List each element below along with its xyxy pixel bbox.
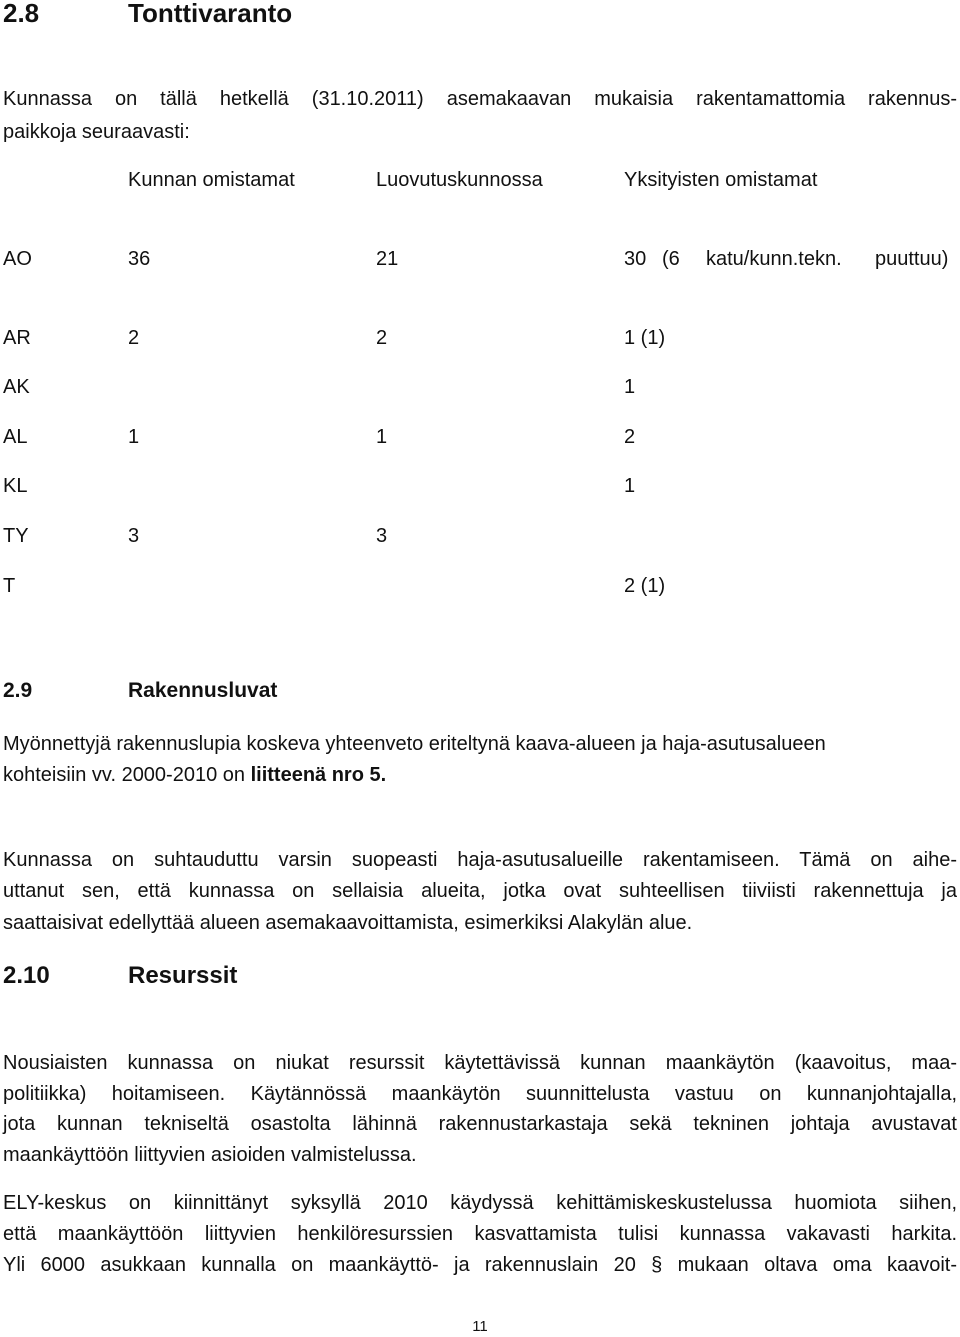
table-header-kunnan: Kunnan omistamat	[128, 169, 295, 191]
cell-kunnan: 3	[128, 525, 140, 547]
row-code: TY	[3, 525, 29, 547]
page-number: 11	[472, 1318, 488, 1335]
section-number-2-9: 2.9	[3, 679, 33, 702]
cell-yksityisten: 1	[624, 475, 636, 497]
cell-luovutus: 1	[376, 426, 388, 448]
cell-luovutus: 21	[376, 248, 399, 270]
intro-line-1: Kunnassa on tällä hetkellä (31.10.2011) asemakaavan mukaisia rakentamattomia rakennus-	[3, 88, 957, 110]
resurssit-para1-line-4: maankäyttöön liittyvien asioiden valmistelussa.	[3, 1144, 417, 1166]
row-code: AO	[3, 248, 32, 270]
resurssit-para2-line-3: Yli 6000 asukkaan kunnalla on maankäyttö- ja rakennuslain 20 § mukaan oltava oma kaavoit-	[3, 1254, 957, 1276]
rakennusluvat-para2-line-2: uttanut sen, että kunnassa on sellaisia alueita, jotka ovat suhteellisen tiiviisti rakennettuja ja	[3, 880, 957, 902]
section-title-tonttivaranto: Tonttivaranto	[128, 0, 293, 28]
row-code: AR	[3, 327, 31, 349]
table-header-yksityisten: Yksityisten omistamat	[624, 169, 818, 191]
cell-yksityisten: 2 (1)	[624, 575, 666, 597]
section-number-2-10: 2.10	[3, 962, 50, 989]
row-code: AL	[3, 426, 28, 448]
section-title-resurssit: Resurssit	[128, 962, 238, 989]
cell-luovutus: 2	[376, 327, 388, 349]
cell-yksityisten: 30	[624, 248, 647, 270]
rakennusluvat-para2-line-3: saattaisivat edellyttää alueen asemakaavoittamista, esimerkiksi Alakylän alue.	[3, 912, 693, 934]
cell-kunnan: 1	[128, 426, 140, 448]
cell-yksityisten: 1 (1)	[624, 327, 666, 349]
resurssit-para2-line-1: ELY-keskus on kiinnittänyt syksyllä 2010 käydyssä kehittämiskeskustelussa huomiota siihen,	[3, 1192, 957, 1214]
row-code: T	[3, 575, 16, 597]
cell-kunnan: 2	[128, 327, 140, 349]
cell-note-2: katu/kunn.tekn.	[706, 248, 842, 270]
resurssit-para1-line-2: politiikka) hoitamiseen. Käytännössä maankäytön suunnittelusta vastuu on kunnanjohtajalla,	[3, 1083, 957, 1105]
rakennusluvat-line-2-text: kohteisiin vv. 2000-2010 on	[3, 764, 251, 786]
section-number-2-8: 2.8	[3, 0, 40, 28]
section-title-rakennusluvat: Rakennusluvat	[128, 679, 278, 702]
rakennusluvat-para2-line-1: Kunnassa on suhtauduttu varsin suopeasti haja-asutusalueille rakentamiseen. Tämä on aihe-	[3, 849, 957, 871]
cell-note-3: puuttuu)	[875, 248, 949, 270]
rakennusluvat-line-1: Myönnettyjä rakennuslupia koskeva yhteenveto eriteltynä kaava-alueen ja haja-asutusalueen	[3, 733, 826, 755]
intro-line-2: paikkoja seuraavasti:	[3, 121, 190, 143]
cell-yksityisten: 2	[624, 426, 636, 448]
cell-luovutus: 3	[376, 525, 388, 547]
resurssit-para1-line-1: Nousiaisten kunnassa on niukat resurssit käytettävissä kunnan maankäytön (kaavoitus, maa-	[3, 1052, 957, 1074]
cell-yksityisten: 1	[624, 376, 636, 398]
cell-note: (6	[662, 248, 680, 270]
resurssit-para2-line-2: että maankäyttöön liittyvien henkilöresurssien kasvattamista tulisi kunnassa vakavasti harkita.	[3, 1223, 957, 1245]
table-header-luovutus: Luovutuskunnossa	[376, 169, 543, 191]
cell-kunnan: 36	[128, 248, 151, 270]
resurssit-para1-line-3: jota kunnan tekniseltä osastolta lähinnä rakennustarkastaja sekä tekninen johtaja avustavat	[3, 1113, 957, 1135]
rakennusluvat-line-2	[3, 765, 957, 785]
row-code: KL	[3, 475, 28, 497]
appendix-reference: liitteenä nro 5.	[250, 764, 387, 786]
row-code: AK	[3, 376, 30, 398]
